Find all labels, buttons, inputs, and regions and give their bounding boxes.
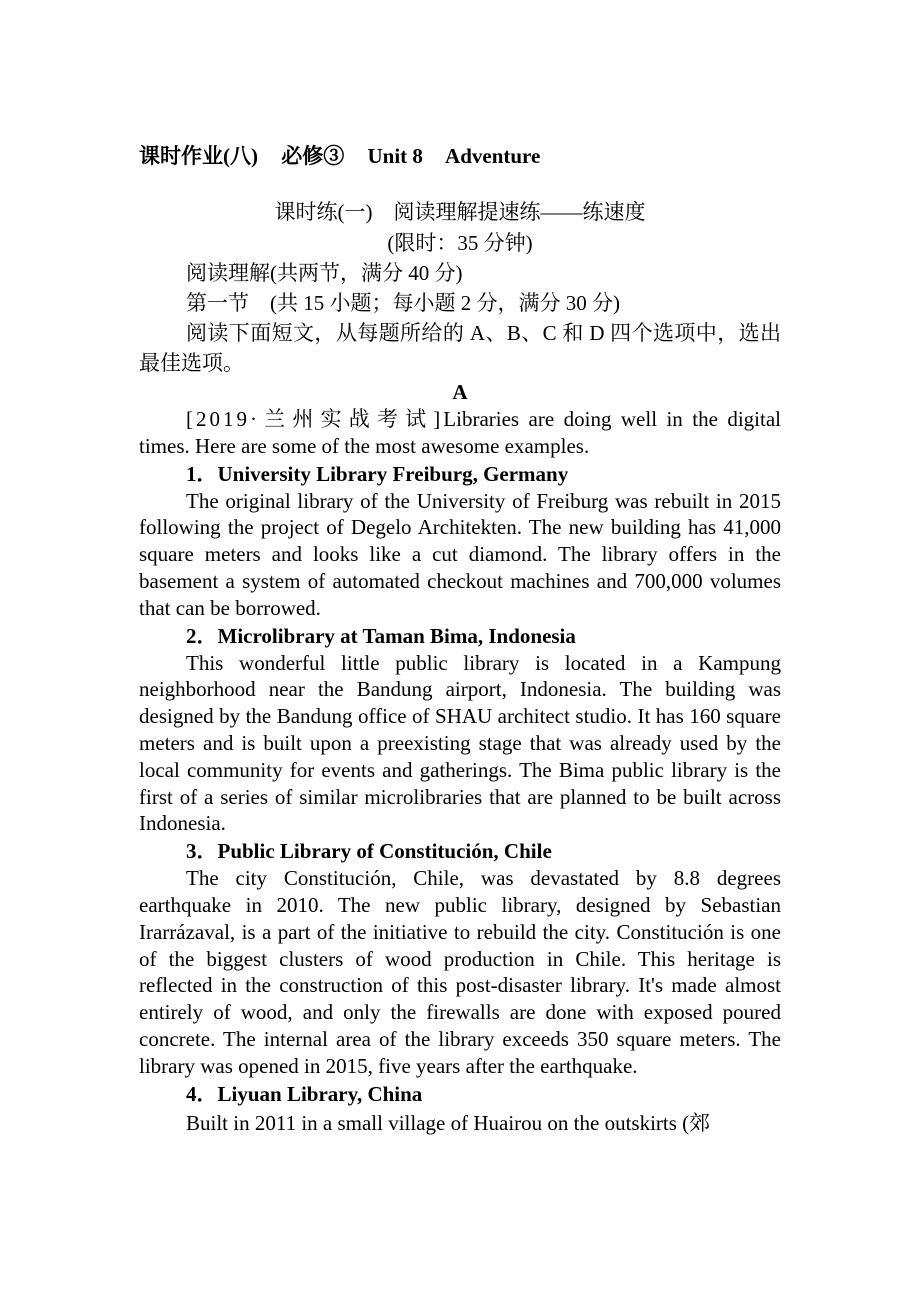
passage-letter: A bbox=[452, 380, 468, 404]
page-title bbox=[139, 138, 781, 174]
title-topic: Adventure bbox=[445, 144, 541, 168]
part-heading: 阅读理解(共两节，满分 40 分) bbox=[186, 261, 463, 285]
title-homework: 课时作业(八) bbox=[139, 144, 258, 168]
time-limit: (限时：35 分钟) bbox=[387, 231, 533, 255]
passage-intro bbox=[139, 406, 781, 460]
title-book: 必修③ bbox=[281, 144, 345, 168]
title-unit: Unit 8 bbox=[367, 144, 423, 168]
item-heading: 2．Microlibrary at Taman Bima, Indonesia bbox=[186, 623, 576, 648]
instructions: 阅读下面短文，从每题所给的 A、B、C 和 D 四个选项中，选出最佳选项。 bbox=[139, 321, 781, 375]
exercise-subtitle: 课时练(一) 阅读理解提速练——练速度 bbox=[274, 200, 646, 224]
item-text: The city Constitución, Chile, was devastated by 8.8 degrees earthquake in 2010. The new public library, designed by Sebastian Irarrázaval, is a part of the initiative to rebuild the city. Constitución is one of the biggest clusters of wood production in Chile. This heritage is reflected in the construction of this post-disaster library. It's made almost entirely of wood, and only the firewalls are done with exposed poured concrete. The internal area of the library exceeds 350 square meters. The library was opened in 2015, five years after the earthquake. bbox=[139, 866, 781, 1078]
section-heading: 第一节 (共 15 小题；每小题 2 分，满分 30 分) bbox=[186, 291, 620, 315]
document-page bbox=[139, 138, 781, 1138]
passage-source: [2019·兰州实战考试] bbox=[186, 407, 444, 431]
item-heading: 3．Public Library of Constitución, Chile bbox=[186, 839, 552, 864]
item-heading: 4．Liyuan Library, China bbox=[186, 1081, 423, 1106]
item-heading: 1．University Library Freiburg, Germany bbox=[186, 461, 569, 486]
item-text: Built in 2011 in a small village of Huairou on the outskirts (郊 bbox=[186, 1110, 711, 1135]
passage-intro-text: Libraries are doing well in the digital times. Here are some of the most awesome examples. bbox=[139, 407, 781, 458]
item-text: This wonderful little public library is located in a Kampung neighborhood near the Bandung airport, Indonesia. The building was designed by the Bandung office of SHAU architect studio. It has 160 square meters and is built upon a preexisting stage that was already used by the local community for events and gatherings. The Bima public library is the first of a series of similar microlibraries that are planned to be built across Indonesia. bbox=[139, 650, 781, 836]
item-text: The original library of the University of Freiburg was rebuilt in 2015 following the project of Degelo Architekten. The new building has 41,000 square meters and looks like a cut diamond. The library offers in the basement a system of automated checkout machines and 700,000 volumes that can be borrowed. bbox=[139, 488, 781, 620]
